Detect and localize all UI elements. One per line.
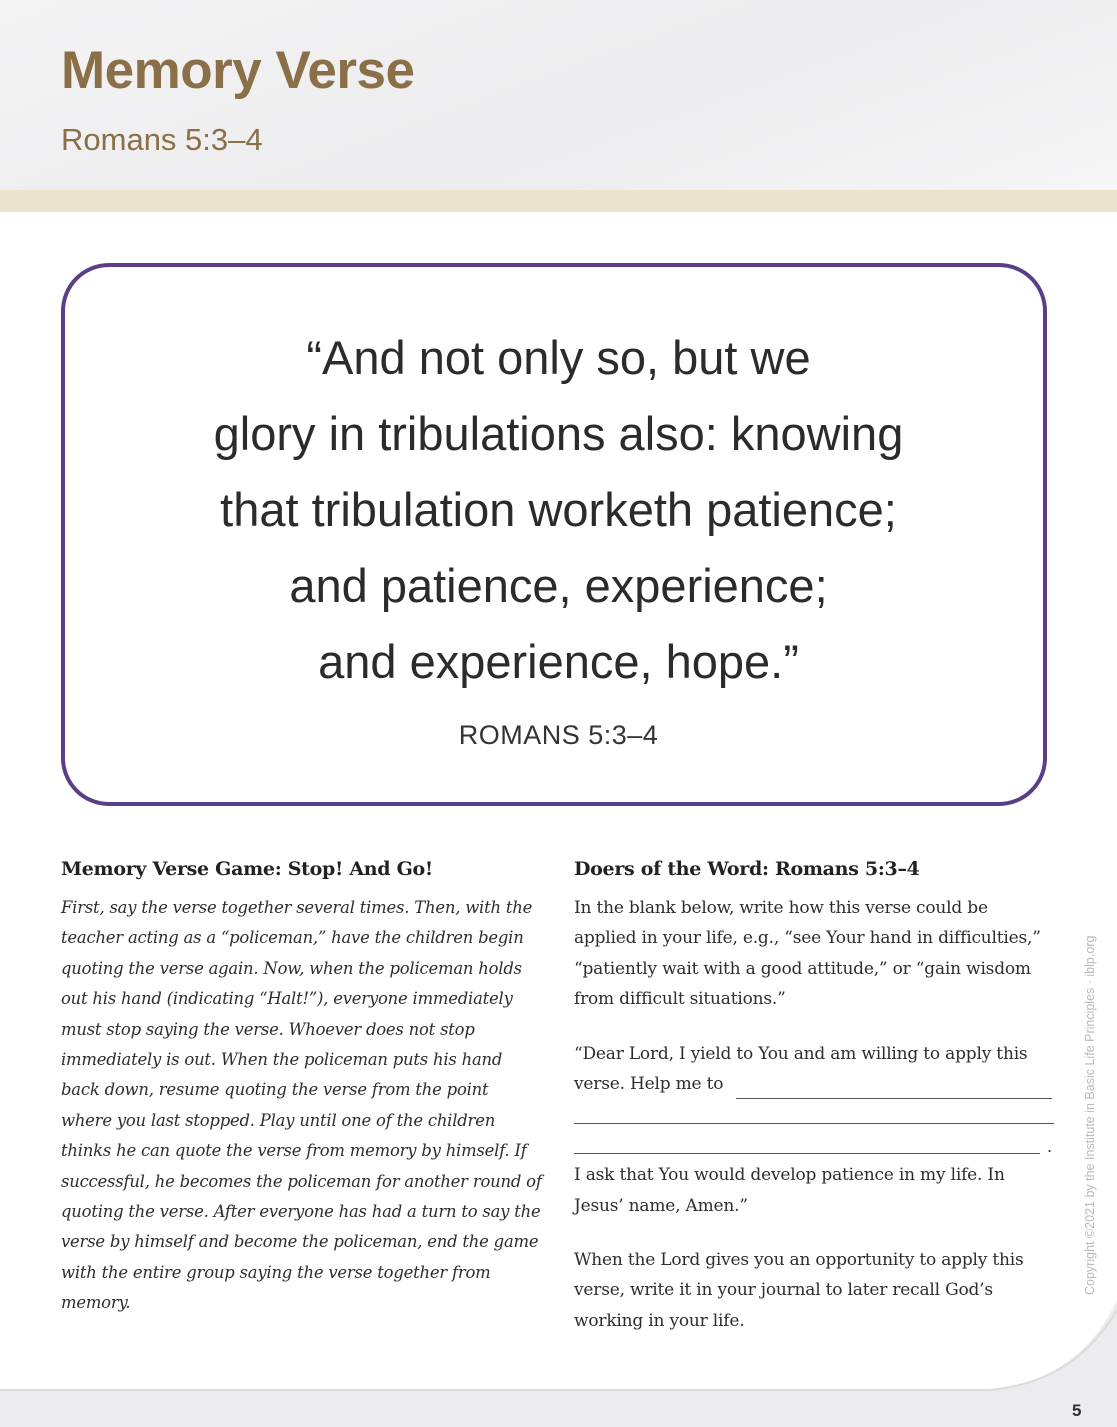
verse-reference: ROMANS 5:3–4: [458, 720, 659, 750]
verse-line: and patience, experience;: [289, 559, 828, 612]
fill-in-row: [574, 1130, 1054, 1160]
fill-in-blank[interactable]: [736, 1078, 1052, 1099]
fill-in-blank[interactable]: [574, 1133, 1040, 1154]
fill-in-blank[interactable]: [574, 1103, 1054, 1124]
doers-section: [574, 858, 1054, 1336]
memory-game-section: [61, 858, 543, 1319]
verse-line: that tribulation worketh patience;: [220, 483, 897, 536]
fill-in-row: [574, 1099, 1054, 1129]
doers-intro: In the blank below, write how this verse could be applied in your life, e.g., “see Your hand in difficulties,” “patiently wait with a good attitude,” or “gain wisdom from difficult situations.”: [574, 898, 1041, 1010]
prayer-end: I ask that You would develop patience in my life. In Jesus’ name, Amen.”: [574, 1165, 1005, 1216]
page-subtitle: Romans 5:3–4: [61, 122, 263, 157]
page-title: Memory Verse: [61, 41, 415, 100]
doers-heading: Doers of the Word: Romans 5:3–4: [574, 858, 920, 880]
verse-text: [0, 320, 1117, 700]
memory-game-heading: Memory Verse Game: Stop! And Go!: [61, 858, 433, 880]
doers-closing: When the Lord gives you an opportunity to apply this verse, write it in your journal to later recall God’s working in your life.: [574, 1250, 1024, 1331]
copyright-note: Copyright ©2021 by the Institute in Basic Life Principles · iblp.org: [1083, 935, 1097, 1295]
footer-decoration: [0, 1270, 1117, 1427]
verse-line: and experience, hope.”: [318, 635, 799, 688]
blank-end-period: .: [1047, 1137, 1053, 1157]
memory-game-instructions: First, say the verse together several times. Then, with the teacher acting as a “policeman,” have the children begin quoting the verse again. Now, when the policeman holds out his hand (indicating “Halt!”), everyone immediately must stop saying the verse. Whoever does not stop immediately is out. When the policeman puts his hand back down, resume quoting the verse from the point where you last stopped. Play until one of the children thinks he can quote the verse from memory by himself. If successful, he becomes the policeman for another round of quoting the verse. After everyone has had a turn to say the verse by himself and become the policeman, end the game with the entire group saying the verse together from memory.: [61, 898, 542, 1313]
verse-line: glory in tribulations also: knowing: [213, 407, 904, 460]
prayer-start: [574, 1039, 1054, 1100]
verse-line: “And not only so, but we: [306, 331, 811, 384]
page-number: 5: [1072, 1401, 1082, 1420]
prayer-start-text: “Dear Lord, I yield to You and am willing to apply this verse. Help me to: [574, 1043, 1028, 1095]
header-band: [0, 190, 1117, 212]
